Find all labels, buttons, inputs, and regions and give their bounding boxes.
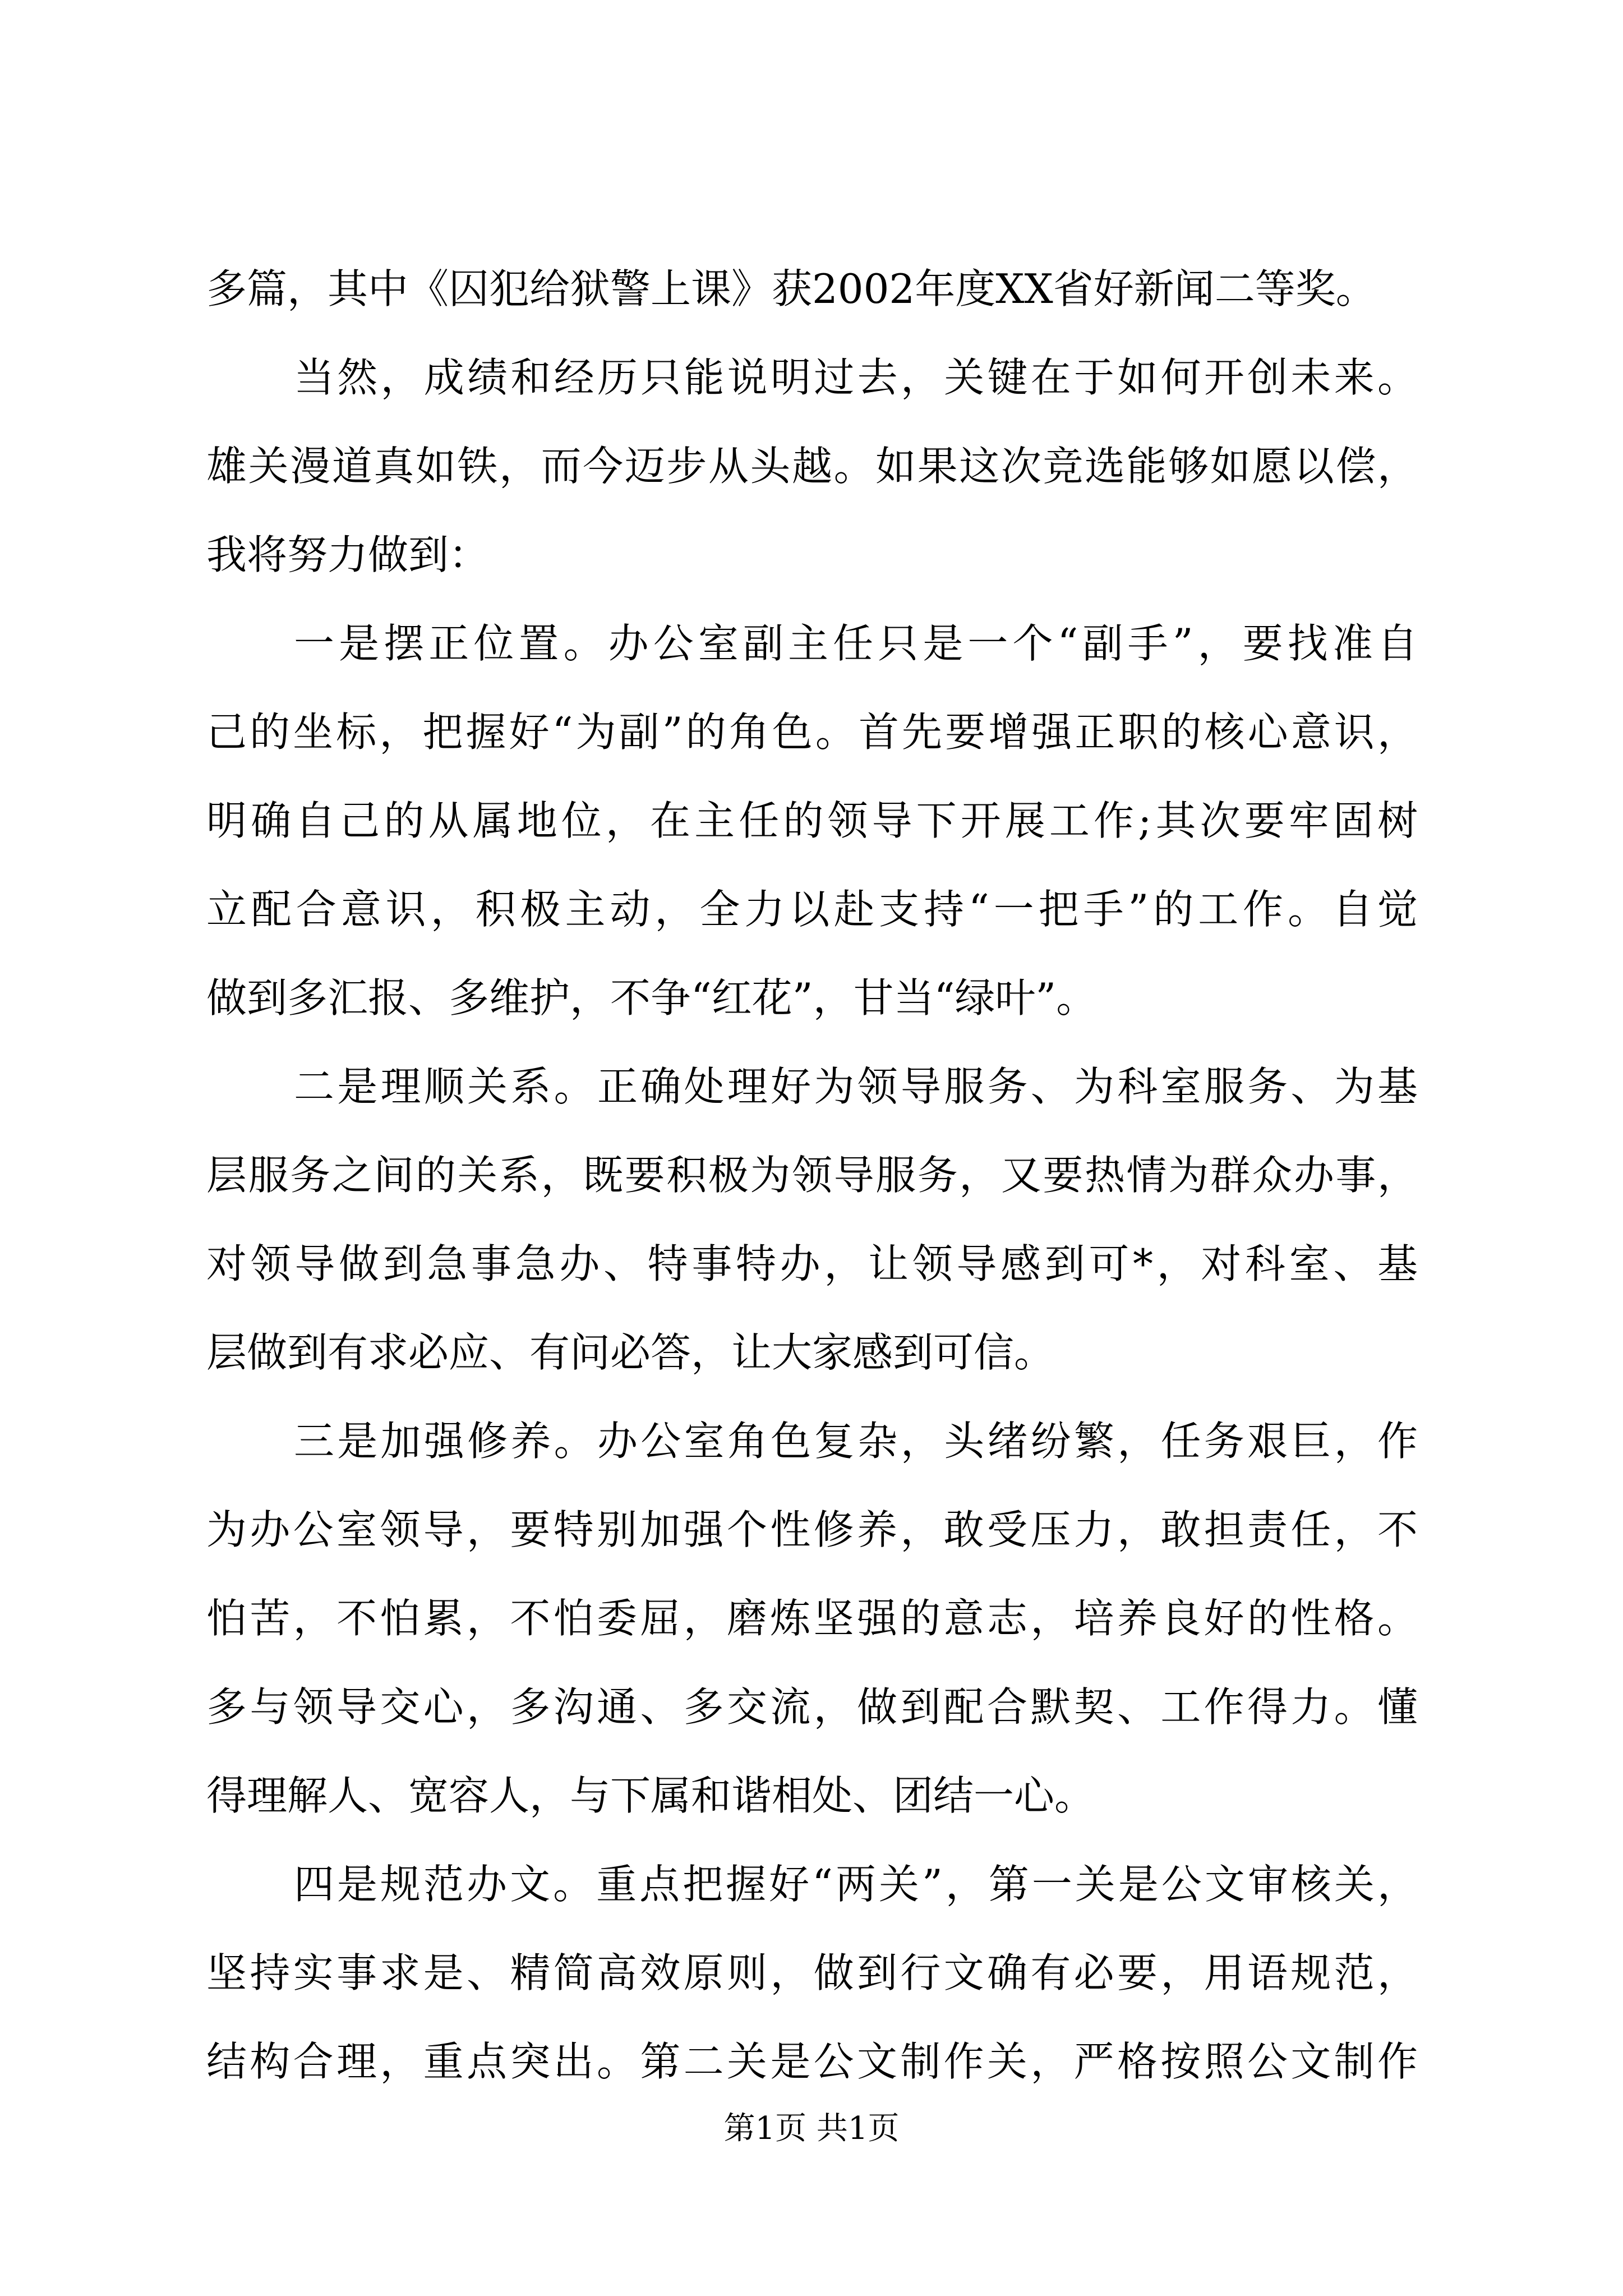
text-line: 怕苦，不怕累，不怕委屈，磨炼坚强的意志，培养良好的性格。 [206, 1595, 1418, 1642]
text-line: 层服务之间的关系，既要积极为领导服务，又要热情为群众办事， [206, 1152, 1418, 1199]
text-line: 明确自己的从属地位，在主任的领导下开展工作;其次要牢固树 [206, 797, 1418, 844]
text-line: 为办公室领导，要特别加强个性修养，敢受压力，敢担责任，不 [206, 1506, 1418, 1553]
text-line: 多与领导交心，多沟通、多交流，做到配合默契、工作得力。懂 [206, 1683, 1418, 1731]
text-line: 当然，成绩和经历只能说明过去，关键在于如何开创未来。 [294, 354, 1418, 401]
text-line: 雄关漫道真如铁，而今迈步从头越。如果这次竞选能够如愿以偿， [206, 443, 1418, 490]
text-line: 我将努力做到： [206, 531, 490, 578]
text-line: 三是加强修养。办公室角色复杂，头绪纷繁，任务艰巨，作 [294, 1418, 1418, 1465]
text-line: 多篇，其中《囚犯给狱警上课》获2002年度XX省好新闻二等奖。 [206, 265, 1376, 312]
text-line: 二是理顺关系。正确处理好为领导服务、为科室服务、为基 [294, 1063, 1418, 1110]
text-line: 层做到有求必应、有问必答，让大家感到可信。 [206, 1329, 1055, 1376]
text-line: 四是规范办文。重点把握好“两关”，第一关是公文审核关， [294, 1861, 1418, 1908]
text-line: 己的坐标，把握好“为副”的角色。首先要增强正职的核心意识， [206, 708, 1418, 756]
text-line: 坚持实事求是、精简高效原则，做到行文确有必要，用语规范， [206, 1949, 1418, 1996]
text-line: 结构合理，重点突出。第二关是公文制作关，严格按照公文制作 [206, 2038, 1418, 2085]
page-footer: 第1页 共1页 [723, 2110, 900, 2147]
text-line: 得理解人、宽容人，与下属和谐相处、团结一心。 [206, 1772, 1095, 1819]
text-line: 立配合意识，积极主动，全力以赴支持“一把手”的工作。自觉 [206, 886, 1418, 933]
text-line: 一是摆正位置。办公室副主任只是一个“副手”，要找准自 [294, 620, 1418, 667]
text-line: 对领导做到急事急办、特事特办，让领导感到可*，对科室、基 [206, 1240, 1418, 1287]
document-body [206, 264, 1418, 2125]
text-line: 做到多汇报、多维护，不争“红花”，甘当“绿叶”。 [206, 974, 1097, 1022]
